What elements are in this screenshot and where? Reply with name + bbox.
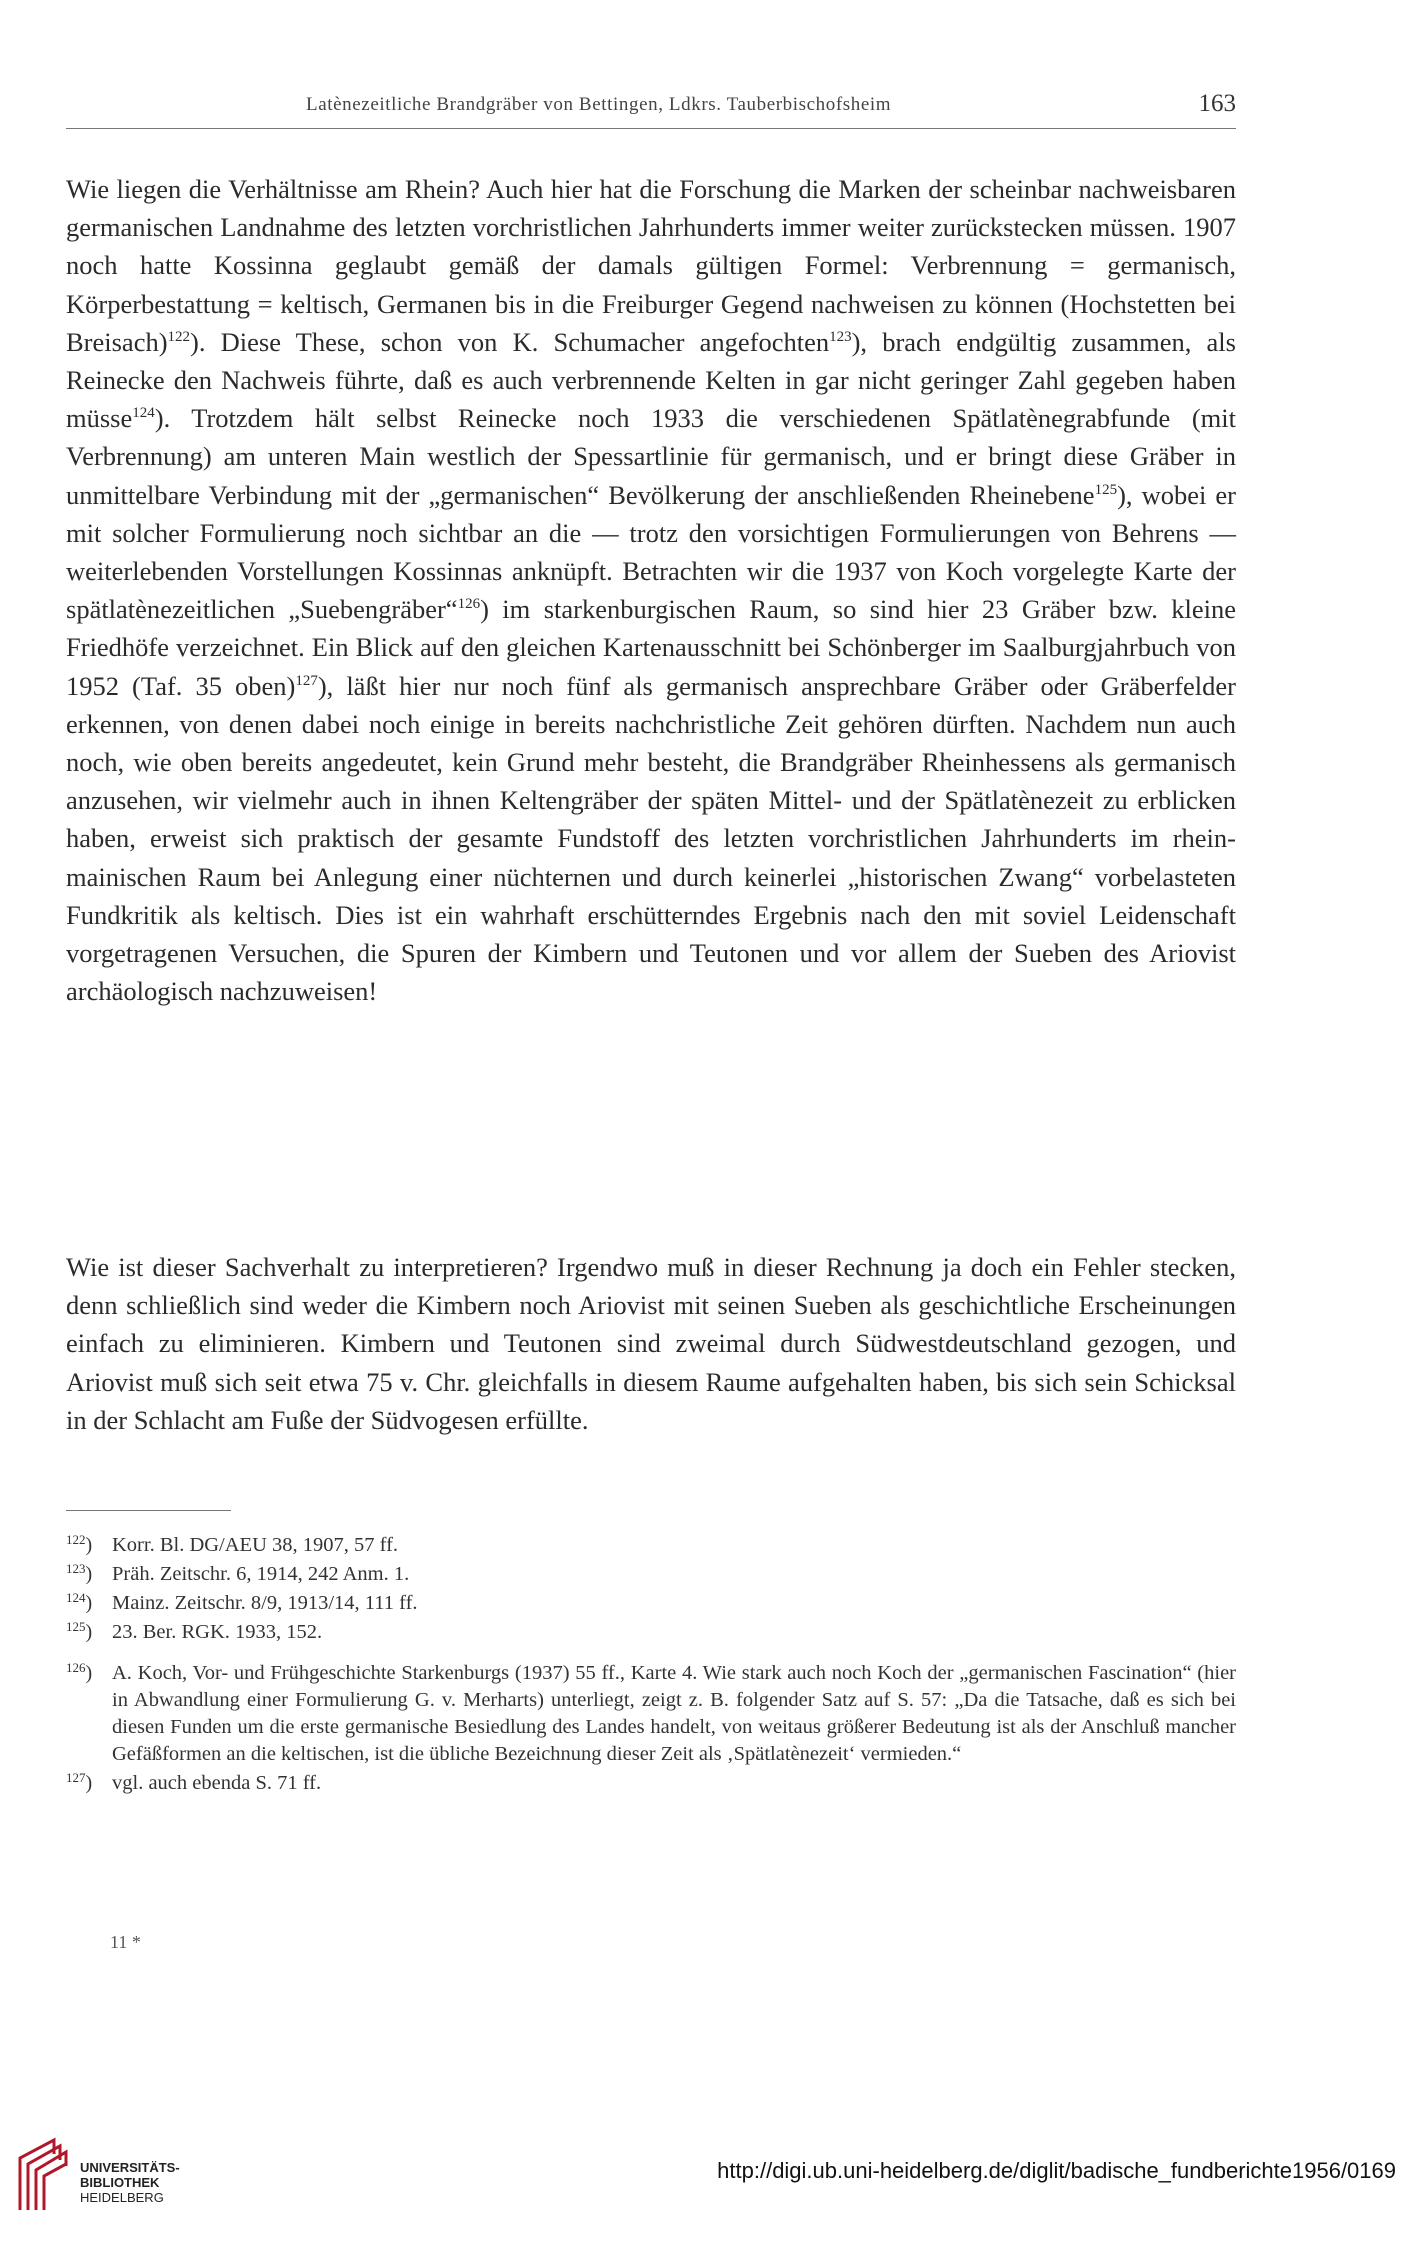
- footnote-number: $^{125}$): [66, 1619, 93, 1643]
- paragraph-text: ), läßt hier nur noch fünf als germanisch ansprechbare Gräber oder Gräberfelder erkennen, von denen dabei noch einige in bereits nachchristliche Zeit gehören dürften. Nachdem nun auch noch, wie oben bereits angedeutet, kein Grund mehr besteht, die Brandgräber Rheinhessens als germanisch anzusehen, wir vielmehr auch in ihnen Keltengräber der späten Mittel- und der Spätlatènezeit zu erblicken haben, erweist sich praktisch der gesamte Fundstoff des letzten vorchristlichen Jahrhunderts im rhein-mainischen Raum bei Anlegung einer nüchternen und durch keinerlei „historischen Zwang“ vorbelasteten Fundkritik als keltisch. Dies ist ein wahrhaft erschütterndes Ergebnis nach den mit soviel Leidenschaft vorgetragenen Versuchen, die Spuren der Kimbern und Teutonen und vor allem der Sueben des Ariovist archäologisch nachzuweisen!: [66, 670, 1236, 1007]
- footnote-item: [66, 1532, 1236, 1559]
- footnote-number: $^{126}$): [66, 1660, 93, 1684]
- source-url-link[interactable]: http://digi.ub.uni-heidelberg.de/diglit/badische_fundberichte1956/0169: [717, 2158, 1396, 2183]
- paragraph-text: ) im starkenburgischen Raum, so sind hier 23 Gräber bzw. kleine Friedhöfe verzeichnet. Ein Blick auf den gleichen Kartenausschnitt bei Schönberger im Saalburgjahrbuch von 1952 (Taf. 35 oben): [66, 594, 1236, 701]
- footnote-ref-123[interactable]: 123: [829, 328, 852, 345]
- footnote-ref-124[interactable]: 124: [132, 405, 155, 422]
- page-number: 163: [1198, 90, 1236, 117]
- body-paragraph-1: [66, 170, 1236, 1010]
- paragraph-text: ). Trotzdem hält selbst Reinecke noch 1933 die verschiedenen Spätlatènegrabfunde (mit Verbrennung) am unteren Main westlich der Spessartlinie für germanisch, und er bringt diese Gräber in unmittelbare Verbindung mit der „germanischen“ Bevölkerung der anschließenden Rheinebene: [66, 403, 1236, 510]
- footnote-number: $^{127}$): [66, 1770, 93, 1794]
- footnote-number: $^{123}$): [66, 1561, 93, 1585]
- footnote-item: [66, 1660, 1236, 1768]
- library-name: UNIVERSITÄTS- BIBLIOTHEK HEIDELBERG: [80, 2160, 180, 2205]
- footnote-number: $^{122}$): [66, 1532, 93, 1556]
- ub-heidelberg-logo-icon: [14, 2136, 70, 2214]
- body-paragraph-2: Wie ist dieser Sachverhalt zu interpretieren? Irgendwo muß in dieser Rechnung ja doch ein Fehler stecken, denn schließlich sind weder die Kimbern noch Ariovist mit seinen Sueben als geschichtliche Erscheinungen einfach zu eliminieren. Kimbern und Teutonen sind zweimal durch Südwestdeutschland gezogen, und Ariovist muß sich seit etwa 75 v. Chr. gleichfalls in diesem Raume aufgehalten haben, bis sich sein Schicksal in der Schlacht am Fuße der Südvogesen erfüllte.: [66, 1252, 1236, 1435]
- footnote-text: Präh. Zeitschr. 6, 1914, 242 Anm. 1.: [112, 1563, 410, 1585]
- footnote-number: $^{124}$): [66, 1590, 93, 1614]
- footnote-text: Mainz. Zeitschr. 8/9, 1913/14, 111 ff.: [112, 1592, 418, 1614]
- footnotes: [66, 1532, 1236, 1799]
- footnote-item: [66, 1619, 1236, 1646]
- paragraph-text: ), wobei er mit solcher Formulierung noch sichtbar an die — trotz den vorsichtigen Formulierungen von Behrens — weiterlebenden Vorstellungen Kossinnas anknüpft. Betrachten wir die 1937 von Koch vorgelegte Karte der spätlatènezeitlichen „Suebengräber“: [66, 479, 1236, 625]
- footnote-item: [66, 1590, 1236, 1617]
- footnote-ref-122[interactable]: 122: [167, 328, 191, 345]
- footnote-text: vgl. auch ebenda S. 71 ff.: [112, 1772, 322, 1794]
- digitization-footer: [0, 2130, 1414, 2242]
- footnote-ref-125[interactable]: 125: [1094, 481, 1118, 498]
- running-title: Latènezeitliche Brandgräber von Bettingen, Ldkrs. Tauberbischofsheim: [306, 94, 892, 115]
- footnote-item: [66, 1561, 1236, 1588]
- footnote-divider: [66, 1510, 231, 1511]
- footnote-ref-126[interactable]: 126: [457, 596, 481, 613]
- paragraph-text: Wie liegen die Verhältnisse am Rhein? Auch hier hat die Forschung die Marken der scheinbar nachweisbaren germanischen Landnahme des letzten vorchristlichen Jahrhunderts immer weiter zurückstecken müssen. 1907 noch hatte Kossinna geglaubt gemäß der damals gültigen Formel: Verbrennung = germanisch, Körperbestattung = keltisch, Germanen bis in die Freiburger Gegend nachweisen zu können (Hochstetten bei Breisach): [66, 174, 1236, 357]
- footnote-text: A. Koch, Vor- und Frühgeschichte Starkenburgs (1937) 55 ff., Karte 4. Wie stark auch noch Koch der „germanischen Fascination“ (hier in Abwandlung einer Formulierung G. v. Merharts) unterliegt, zeigt z. B. folgender Satz auf S. 57: „Da die Tatsache, daß es sich bei diesen Funden um die erste germanische Besiedlung des Landes handelt, von weitaus größerer Bedeutung ist als der Anschluß mancher Gefäßformen an die keltischen, ist die übliche Bezeichnung dieser Zeit als ‚Spätlatènezeit‘ vermieden.“: [112, 1662, 1236, 1765]
- printer-signature: 11 *: [110, 1932, 141, 1952]
- footnote-text: 23. Ber. RGK. 1933, 152.: [112, 1621, 323, 1643]
- footnote-ref-127[interactable]: 127: [295, 672, 318, 689]
- paragraph-text: ), brach endgültig zusammen, als Reinecke den Nachweis führte, daß es auch verbrennende Kelten in gar nicht geringer Zahl gegeben haben müsse: [66, 326, 1236, 434]
- paragraph-text: ). Diese These, schon von K. Schumacher angefochten: [190, 326, 830, 357]
- footnote-item: [66, 1770, 1236, 1797]
- footnote-text: Korr. Bl. DG/AEU 38, 1907, 57 ff.: [112, 1534, 399, 1556]
- running-header: [66, 88, 1236, 129]
